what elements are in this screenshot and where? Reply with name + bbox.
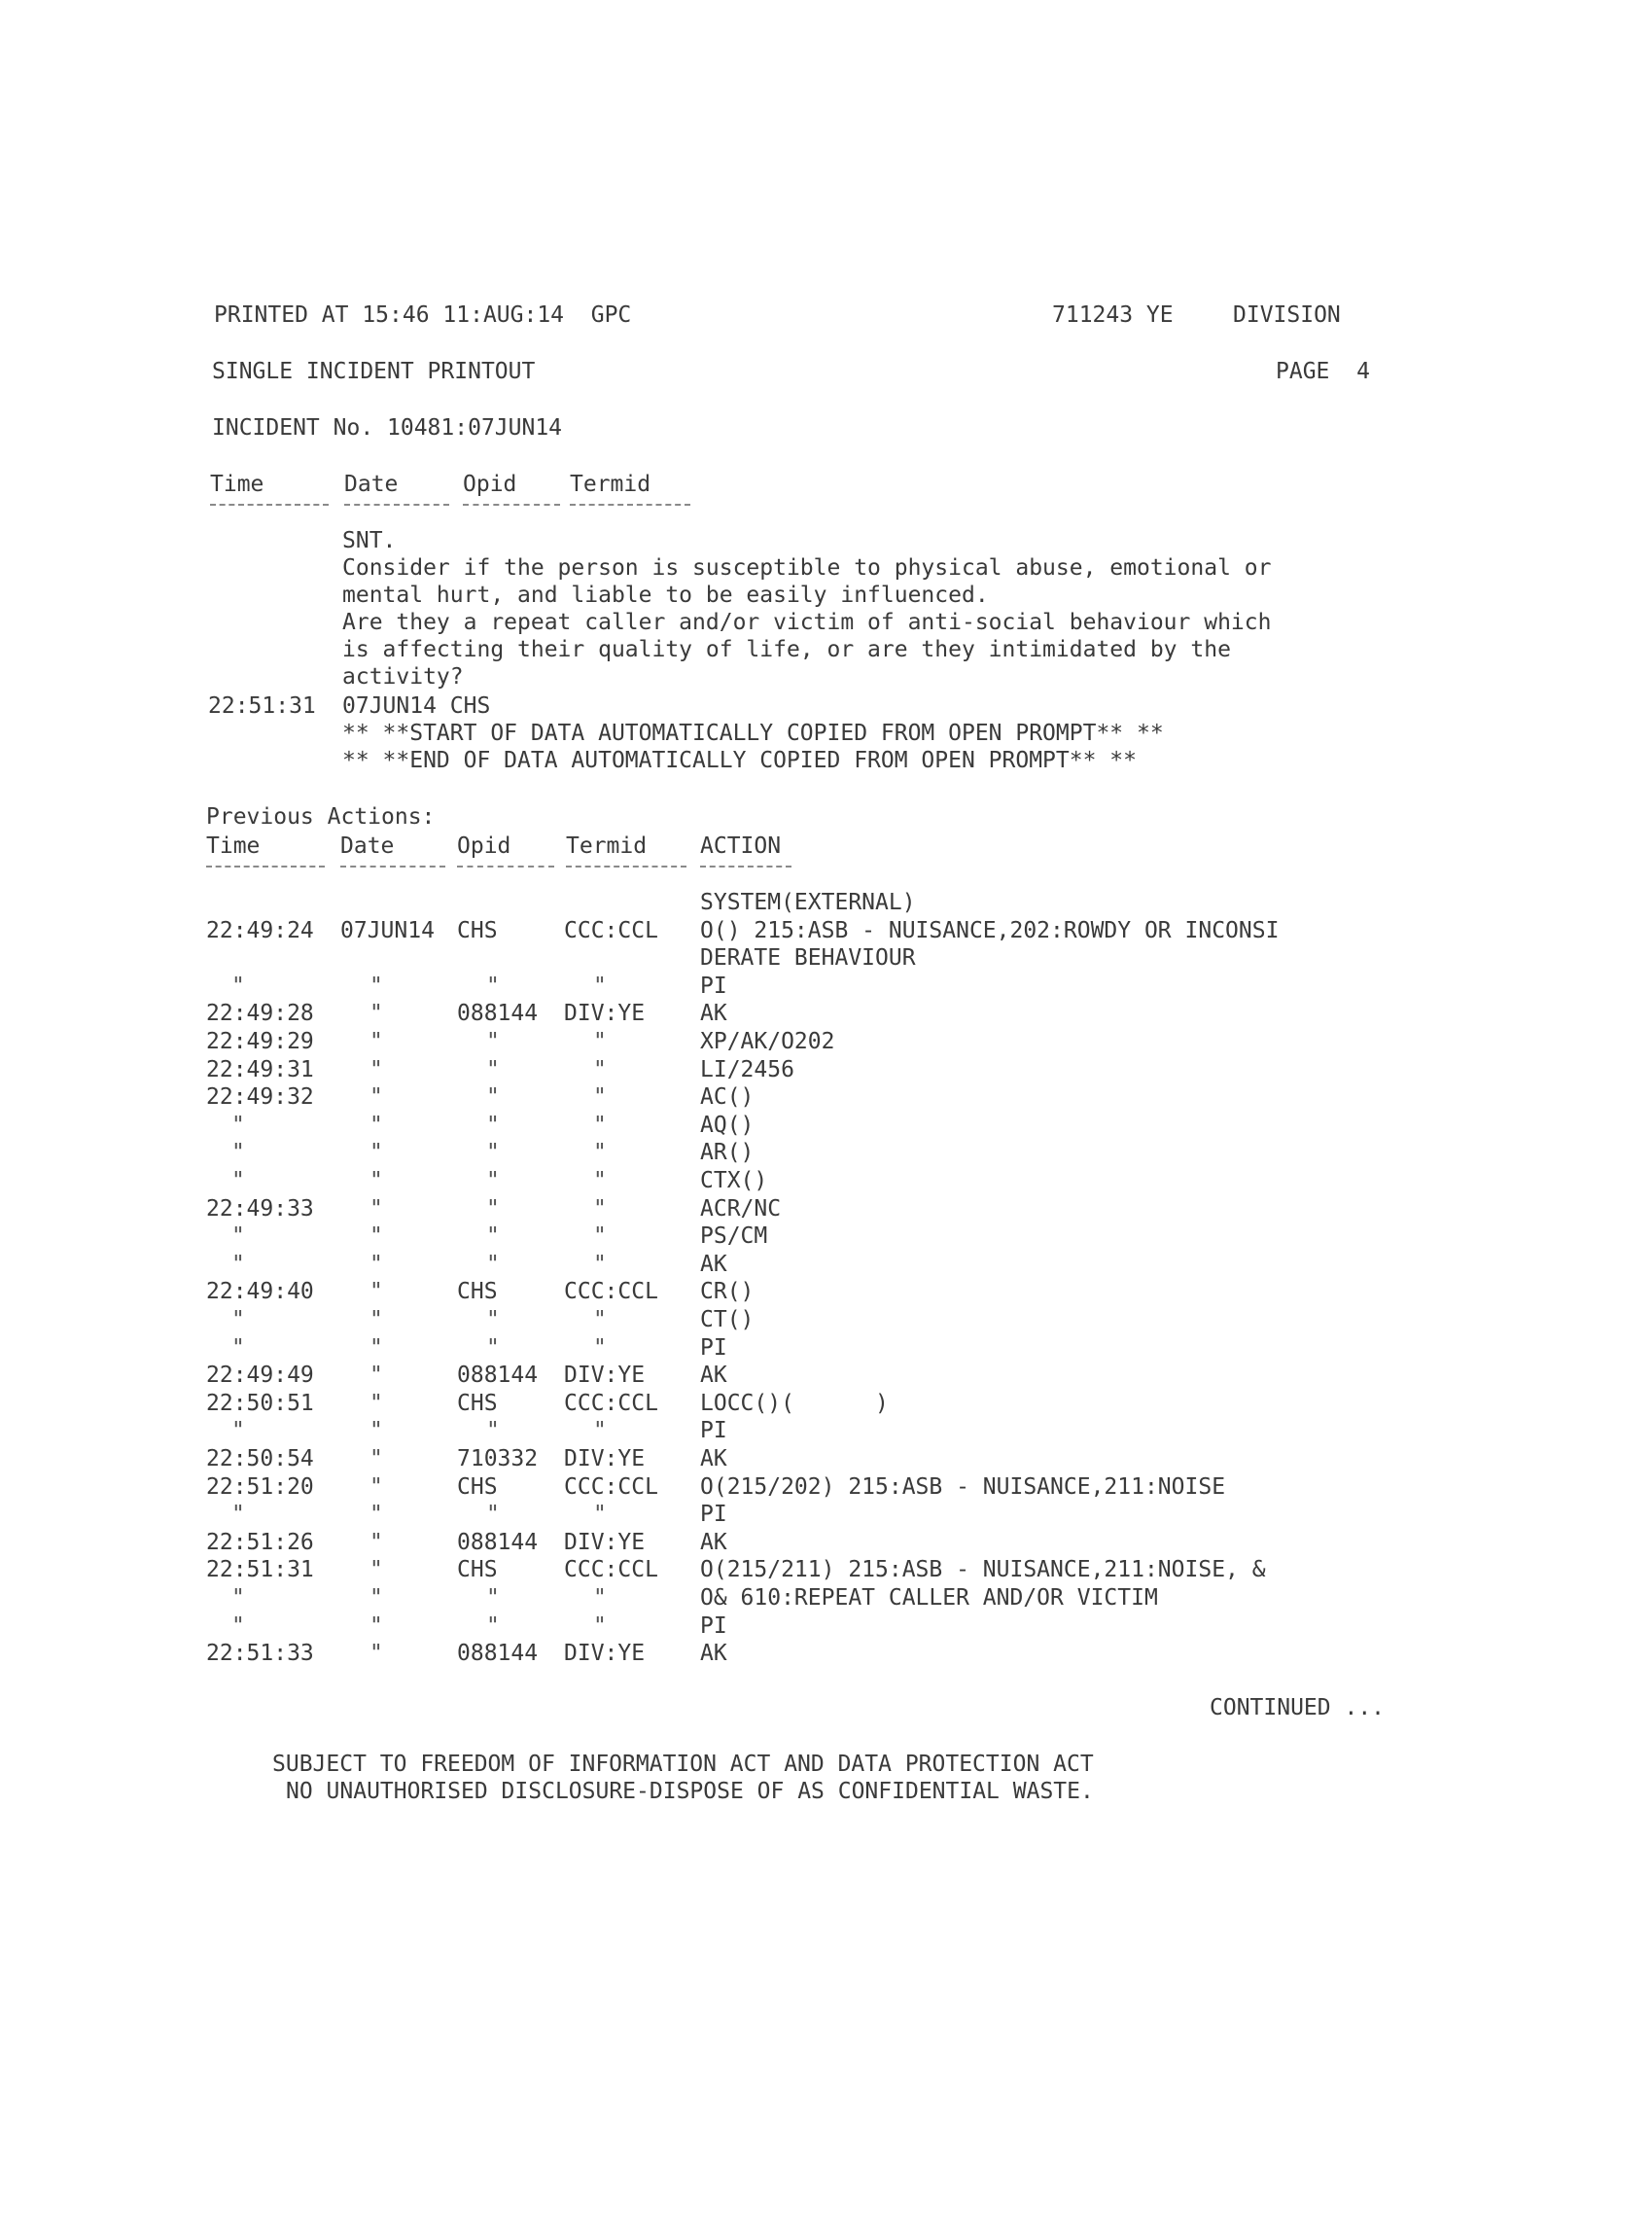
row-termid: " (593, 1223, 607, 1250)
row-action: SYSTEM(EXTERNAL) (700, 890, 916, 915)
row-time: " (231, 1418, 245, 1444)
row-time: 22:51:26 (206, 1529, 314, 1555)
continued-label: CONTINUED ... (1210, 1695, 1386, 1720)
row-time: " (231, 1585, 245, 1611)
row-time: 22:51:33 (206, 1641, 314, 1667)
col-opid: Opid (457, 833, 511, 859)
row-time: " (231, 1112, 245, 1138)
row-date: " (369, 1112, 383, 1138)
row-date: " (369, 1363, 383, 1389)
row-date: " (369, 1334, 383, 1361)
table-row (0, 1390, 1652, 1417)
row-termid: DIV:YE (564, 1641, 646, 1667)
row-termid: " (593, 1084, 607, 1111)
row-action: AC() (700, 1084, 755, 1111)
divider (463, 504, 560, 509)
text-line: activity? (342, 664, 464, 690)
text-line: mental hurt, and liable to be easily influenced. (342, 583, 989, 608)
table-row (0, 1556, 1652, 1583)
row-termid: CCC:CCL (564, 1473, 658, 1500)
row-action: PS/CM (700, 1223, 768, 1250)
row-action: O(215/202) 215:ASB - NUISANCE,211:NOISE (700, 1473, 1226, 1500)
row-opid: " (486, 1502, 500, 1528)
row-date: " (369, 1612, 383, 1639)
row-opid: 710332 (457, 1446, 539, 1471)
row-date: " (369, 1557, 383, 1583)
table-row (0, 1445, 1652, 1472)
row-action: PI (700, 1418, 727, 1444)
table-row (0, 1612, 1652, 1640)
table-row (0, 1417, 1652, 1444)
table-row (0, 1112, 1652, 1139)
text-line: SNT. (342, 528, 397, 553)
text-line: is affecting their quality of life, or are they intimidated by the (342, 637, 1231, 662)
row-termid: " (593, 1502, 607, 1528)
row-time: " (231, 1140, 245, 1166)
row-date: " (369, 1502, 383, 1528)
divider (340, 866, 445, 870)
table-row (0, 889, 1652, 916)
row-opid: " (486, 1056, 500, 1082)
row-time: 22:50:54 (206, 1446, 314, 1471)
row-date: " (369, 1140, 383, 1166)
row-opid: CHS (457, 1473, 498, 1500)
col-opid-top: Opid (463, 472, 517, 497)
table-row (0, 1306, 1652, 1333)
row-time: 22:50:51 (206, 1390, 314, 1416)
row-opid: CHS (457, 1557, 498, 1583)
col-time: Time (206, 833, 261, 859)
table-row (0, 1584, 1652, 1612)
row-opid: " (486, 1251, 500, 1277)
row-date: " (369, 1641, 383, 1667)
row-time: 22:49:31 (206, 1056, 314, 1082)
row-termid: DIV:YE (564, 1363, 646, 1389)
row-time: " (231, 1502, 245, 1528)
row-action: AK (700, 1529, 727, 1555)
row-date: " (369, 1585, 383, 1611)
row-termid: " (593, 1140, 607, 1166)
divider (700, 866, 791, 870)
row-termid: " (593, 1334, 607, 1361)
row-date: " (369, 1168, 383, 1193)
entry-time: 22:51:31 (208, 693, 316, 719)
row-opid: " (486, 1195, 500, 1222)
copied-end-line: ** **END OF DATA AUTOMATICALLY COPIED FROM OPEN PROMPT** ** (342, 748, 1137, 773)
table-row (0, 1362, 1652, 1389)
table-row (0, 1195, 1652, 1222)
footer-line-1: SUBJECT TO FREEDOM OF INFORMATION ACT AND DATA PROTECTION ACT (272, 1752, 1094, 1777)
row-opid: " (486, 1223, 500, 1250)
row-termid: DIV:YE (564, 1001, 646, 1027)
row-action: AR() (700, 1140, 755, 1166)
row-opid: " (486, 1168, 500, 1193)
row-opid: CHS (457, 1279, 498, 1305)
row-date: " (369, 1446, 383, 1471)
row-action: AQ() (700, 1112, 755, 1138)
row-date: " (369, 1529, 383, 1555)
row-termid: " (593, 1585, 607, 1611)
table-row (0, 1083, 1652, 1111)
row-action: O& 610:REPEAT CALLER AND/OR VICTIM (700, 1585, 1158, 1611)
table-row (0, 1056, 1652, 1083)
col-action: ACTION (700, 833, 782, 859)
row-date: " (369, 973, 383, 999)
row-action: XP/AK/O202 (700, 1029, 835, 1054)
row-date: 07JUN14 (340, 917, 435, 943)
text-line: Are they a repeat caller and/or victim of anti-social behaviour which (342, 610, 1272, 635)
row-action: PI (700, 1612, 727, 1639)
row-opid: CHS (457, 917, 498, 943)
table-row (0, 1278, 1652, 1305)
row-date: " (369, 1084, 383, 1111)
row-date: " (369, 1307, 383, 1332)
row-date: " (369, 1390, 383, 1416)
row-termid: CCC:CCL (564, 917, 658, 943)
row-termid: " (593, 973, 607, 999)
row-opid: " (486, 973, 500, 999)
col-date-top: Date (344, 472, 399, 497)
table-row (0, 1251, 1652, 1278)
row-time: " (231, 1223, 245, 1250)
row-time: " (231, 1612, 245, 1639)
row-opid: " (486, 1112, 500, 1138)
row-time: 22:49:32 (206, 1084, 314, 1111)
row-action: CR() (700, 1279, 755, 1305)
row-time: " (231, 1334, 245, 1361)
table-row (0, 1640, 1652, 1667)
row-time: " (231, 1307, 245, 1332)
table-row (0, 973, 1652, 1000)
row-time: 22:49:33 (206, 1195, 314, 1222)
row-termid: CCC:CCL (564, 1279, 658, 1305)
row-opid: " (486, 1418, 500, 1444)
divider (570, 504, 690, 509)
table-row (0, 1334, 1652, 1362)
row-action: PI (700, 1334, 727, 1361)
table-row (0, 1222, 1652, 1250)
incident-number: INCIDENT No. 10481:07JUN14 (212, 415, 563, 441)
row-termid: DIV:YE (564, 1529, 646, 1555)
divider (206, 866, 325, 870)
row-opid: CHS (457, 1390, 498, 1416)
col-termid-top: Termid (570, 472, 651, 497)
row-termid: " (593, 1112, 607, 1138)
row-time: 22:49:24 (206, 917, 314, 943)
page-number: PAGE 4 (1276, 359, 1370, 384)
row-time: 22:51:20 (206, 1473, 314, 1500)
reference-code: 711243 YE (1052, 302, 1174, 328)
row-action: DERATE BEHAVIOUR (700, 945, 916, 972)
row-termid: " (593, 1251, 607, 1277)
row-date: " (369, 1223, 383, 1250)
table-row (0, 1000, 1652, 1027)
row-time: 22:51:31 (206, 1557, 314, 1583)
row-date: " (369, 1029, 383, 1054)
row-date: " (369, 1473, 383, 1500)
row-termid: " (593, 1056, 607, 1082)
row-date: " (369, 1279, 383, 1305)
row-action: AK (700, 1446, 727, 1471)
row-opid: 088144 (457, 1529, 539, 1555)
row-opid: " (486, 1612, 500, 1639)
row-termid: CCC:CCL (564, 1557, 658, 1583)
row-action: O(215/211) 215:ASB - NUISANCE,211:NOISE, & (700, 1557, 1266, 1583)
division-label: DIVISION (1233, 302, 1341, 328)
row-action: PI (700, 973, 727, 999)
row-date: " (369, 1418, 383, 1444)
row-time: " (231, 973, 245, 999)
row-opid: " (486, 1334, 500, 1361)
row-action: AK (700, 1251, 727, 1277)
col-time-top: Time (210, 472, 264, 497)
footer-line-2: NO UNAUTHORISED DISCLOSURE-DISPOSE OF AS CONFIDENTIAL WASTE. (286, 1779, 1094, 1804)
col-termid: Termid (566, 833, 648, 859)
row-termid: " (593, 1029, 607, 1054)
row-time: 22:49:29 (206, 1029, 314, 1054)
row-action: CTX() (700, 1168, 768, 1193)
table-row (0, 1028, 1652, 1055)
row-opid: " (486, 1084, 500, 1111)
printed-at: PRINTED AT 15:46 11:AUG:14 GPC (214, 302, 632, 328)
row-date: " (369, 1001, 383, 1027)
row-action: AK (700, 1363, 727, 1389)
row-opid: 088144 (457, 1001, 539, 1027)
divider (344, 504, 449, 509)
table-row (0, 1167, 1652, 1194)
row-action: ACR/NC (700, 1195, 782, 1222)
row-termid: DIV:YE (564, 1446, 646, 1471)
table-row (0, 1501, 1652, 1528)
row-termid: " (593, 1418, 607, 1444)
table-row (0, 1529, 1652, 1556)
copied-start-line: ** **START OF DATA AUTOMATICALLY COPIED FROM OPEN PROMPT** ** (342, 721, 1164, 746)
row-action: AK (700, 1641, 727, 1667)
row-opid: 088144 (457, 1641, 539, 1667)
divider (457, 866, 554, 870)
row-opid: 088144 (457, 1363, 539, 1389)
entry-date-opid: 07JUN14 CHS (342, 693, 491, 719)
row-termid: CCC:CCL (564, 1390, 658, 1416)
row-action: AK (700, 1001, 727, 1027)
table-row (0, 944, 1652, 972)
row-action: O() 215:ASB - NUISANCE,202:ROWDY OR INCONSI (700, 917, 1280, 943)
row-action: CT() (700, 1307, 755, 1332)
row-date: " (369, 1195, 383, 1222)
row-termid: " (593, 1612, 607, 1639)
row-action: LOCC()( ) (700, 1390, 889, 1416)
previous-actions-heading: Previous Actions: (206, 804, 436, 830)
document-title: SINGLE INCIDENT PRINTOUT (212, 359, 536, 384)
row-opid: " (486, 1140, 500, 1166)
text-line: Consider if the person is susceptible to physical abuse, emotional or (342, 555, 1272, 581)
row-time: " (231, 1168, 245, 1193)
row-time: 22:49:49 (206, 1363, 314, 1389)
row-opid: " (486, 1029, 500, 1054)
row-date: " (369, 1251, 383, 1277)
row-termid: " (593, 1168, 607, 1193)
col-date: Date (340, 833, 395, 859)
table-row (0, 1473, 1652, 1501)
table-row (0, 1139, 1652, 1166)
row-termid: " (593, 1195, 607, 1222)
table-row (0, 917, 1652, 944)
row-termid: " (593, 1307, 607, 1332)
row-time: 22:49:28 (206, 1001, 314, 1027)
divider (210, 504, 329, 509)
row-time: 22:49:40 (206, 1279, 314, 1305)
row-date: " (369, 1056, 383, 1082)
row-opid: " (486, 1307, 500, 1332)
row-action: LI/2456 (700, 1056, 794, 1082)
divider (566, 866, 686, 870)
row-time: " (231, 1251, 245, 1277)
row-opid: " (486, 1585, 500, 1611)
row-action: PI (700, 1502, 727, 1528)
